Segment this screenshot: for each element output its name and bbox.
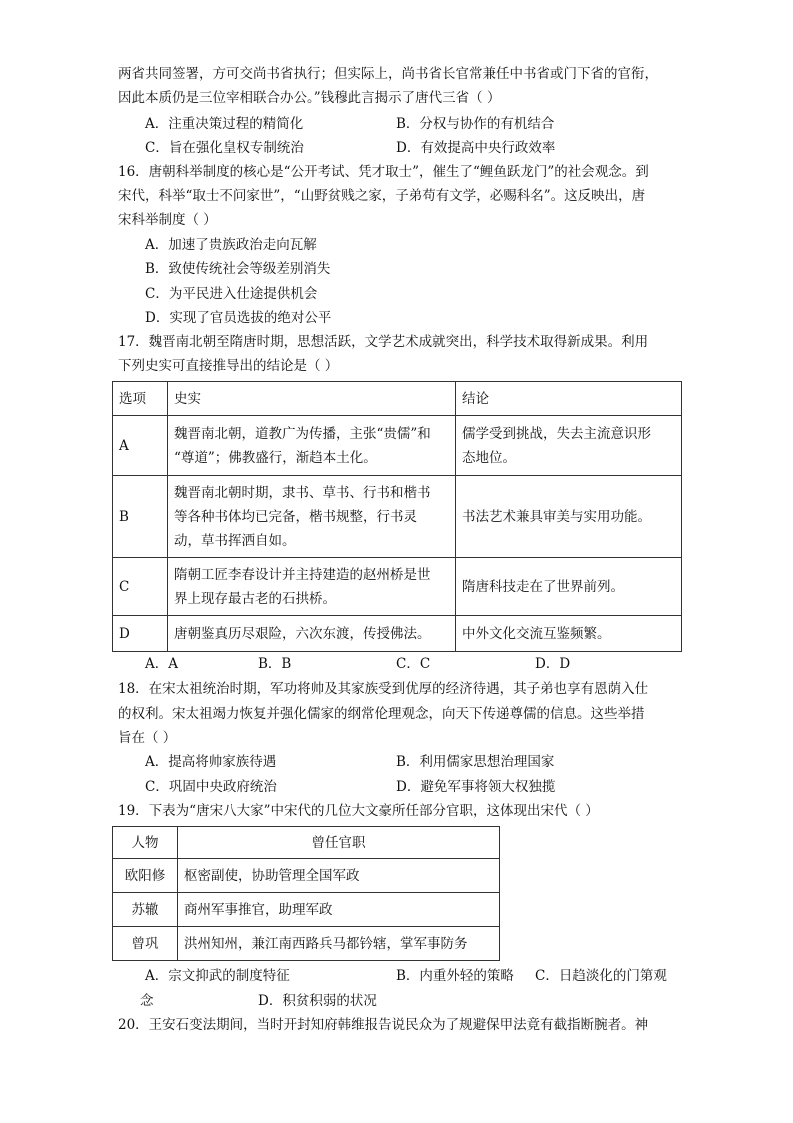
fact-line: 动，草书挥洒自如。	[174, 532, 296, 549]
q19-line1: 19．下表为“唐宋八大家”中宋代的几位大文豪所任部分官职，这体现出宋代（ ）	[118, 803, 599, 819]
q18-line3: 旨在（ ）	[118, 730, 177, 746]
q17-header-conclusion: 结论	[456, 382, 682, 416]
q19-office: 洪州知州，兼江南西路兵马都钤辖，掌军事防务	[178, 927, 500, 961]
q19-table	[112, 826, 500, 961]
q16-line3: 宋科举制度（ ）	[118, 212, 217, 228]
table-row	[113, 558, 682, 616]
fact-line: 界上现存最古老的石拱桥。	[174, 590, 336, 607]
q17-row-a-option: A	[113, 416, 168, 476]
q17-header-option: 选项	[113, 382, 168, 416]
q17-row-d-fact	[168, 616, 456, 652]
q18-option-a: A．提高将帅家族待遇	[145, 754, 277, 770]
q17-row-a-conclusion	[456, 416, 682, 476]
q19-office: 商州军事推官，助理军政	[178, 893, 500, 927]
q18-line2: 的权利。宋太祖竭力恢复并强化儒家的纲常伦理观念，向天下传递尊儒的信息。这些举措	[118, 706, 645, 722]
fact-line: 唐朝鉴真历尽艰险，六次东渡，传授佛法。	[174, 625, 431, 642]
q15-line1: 两省共同签署，方可交尚书省执行；但实际上，尚书省长官常兼任中书省或门下省的官衔，	[118, 66, 658, 82]
q17-row-b-fact	[168, 476, 456, 558]
q19-option-c: C．日趋淡化的门第观	[535, 968, 667, 984]
conclusion-line: 中外文化交流互鉴频繁。	[462, 625, 611, 642]
fact-line: 魏晋南北朝，道教广为传播，主张“贵儒”和	[174, 425, 431, 442]
q18-option-b: B．利用儒家思想治理国家	[396, 754, 555, 770]
q16-option-c: C．为平民进入仕途提供机会	[145, 286, 318, 302]
q19-option-a: A．宗文抑武的制度特征	[145, 968, 290, 984]
q19-person: 欧阳修	[113, 859, 178, 893]
q16-line2: 宋代，科举“取士不问家世”，“山野贫贱之家，子弟苟有文学，必赐科名”。这反映出，唐	[118, 188, 646, 204]
q17-row-a-fact	[168, 416, 456, 476]
table-row	[113, 927, 500, 961]
q17-row-d-option: D	[113, 616, 168, 652]
q15-option-c: C．旨在强化皇权专制统治	[145, 140, 304, 156]
q17-row-c-conclusion	[456, 558, 682, 616]
q19-option-b: B．内重外轻的策略	[396, 968, 514, 984]
q19-table-header-row	[113, 827, 500, 859]
q17-row-b-conclusion	[456, 476, 682, 558]
conclusion-line: 态地位。	[462, 449, 516, 466]
q19-header-office: 曾任官职	[178, 827, 500, 859]
q19-office: 枢密副使，协助管理全国军政	[178, 859, 500, 893]
q17-row-c-option: C	[113, 558, 168, 616]
q15-line2: 因此本质仍是三位宰相联合办公。”钱穆此言揭示了唐代三省（ ）	[118, 90, 501, 106]
table-row	[113, 616, 682, 652]
fact-line: 等各种书体均已完备，楷书规整，行书灵	[174, 508, 417, 525]
table-row	[113, 476, 682, 558]
q17-option-d: D．D	[535, 656, 571, 672]
q19-person: 曾巩	[113, 927, 178, 961]
q19-option-d: D．积贫积弱的状况	[258, 993, 377, 1009]
q18-line1: 18．在宋太祖统治时期，军功将帅及其家族受到优厚的经济待遇，其子弟也享有恩荫入仕	[118, 681, 649, 697]
q16-line1: 16．唐朝科举制度的核心是“公开考试、凭才取士”，催生了“鲤鱼跃龙门”的社会观念。到	[118, 164, 649, 180]
q17-option-a: A．A	[145, 656, 178, 672]
q15-option-a: A．注重决策过程的精简化	[145, 116, 304, 132]
fact-line: 隋朝工匠李春设计并主持建造的赵州桥是世	[174, 566, 431, 583]
fact-line: 魏晋南北朝时期，隶书、草书、行书和楷书	[174, 484, 431, 501]
table-row	[113, 859, 500, 893]
q16-option-b: B．致使传统社会等级差别消失	[145, 261, 331, 277]
conclusion-line: 儒学受到挑战，失去主流意识形	[462, 425, 651, 442]
q19-header-person: 人物	[113, 827, 178, 859]
q19-person: 苏辙	[113, 893, 178, 927]
q17-row-c-fact	[168, 558, 456, 616]
q17-line2: 下列史实可直接推导出的结论是（ ）	[118, 358, 339, 374]
q17-option-b: B．B	[258, 656, 292, 672]
q19-option-c-continued: 念	[140, 993, 154, 1009]
q20-line1: 20．王安石变法期间，当时开封知府韩维报告说民众为了规避保甲法竟有截指断腕者。神	[118, 1017, 649, 1033]
q17-table	[112, 381, 682, 652]
table-row	[113, 416, 682, 476]
q17-row-d-conclusion	[456, 616, 682, 652]
q17-row-b-option: B	[113, 476, 168, 558]
q17-table-header-row	[113, 382, 682, 416]
q16-option-a: A．加速了贵族政治走向瓦解	[145, 237, 317, 253]
q17-line1: 17．魏晋南北朝至隋唐时期，思想活跃，文学艺术成就突出，科学技术取得新成果。利用	[118, 334, 649, 350]
q18-option-d: D．避免军事将领大权独揽	[396, 779, 556, 795]
conclusion-line: 隋唐科技走在了世界前列。	[462, 578, 624, 595]
q15-option-b: B．分权与协作的有机结合	[396, 116, 555, 132]
q17-option-c: C．C	[396, 656, 431, 672]
conclusion-line: 书法艺术兼具审美与实用功能。	[462, 508, 651, 525]
q15-option-d: D．有效提高中央行政效率	[396, 140, 556, 156]
q17-header-fact: 史实	[168, 382, 456, 416]
q18-option-c: C．巩固中央政府统治	[145, 779, 277, 795]
table-row	[113, 893, 500, 927]
q16-option-d: D．实现了官员选拔的绝对公平	[145, 310, 332, 326]
fact-line: “尊道”；佛教盛行，渐趋本土化。	[174, 449, 377, 466]
